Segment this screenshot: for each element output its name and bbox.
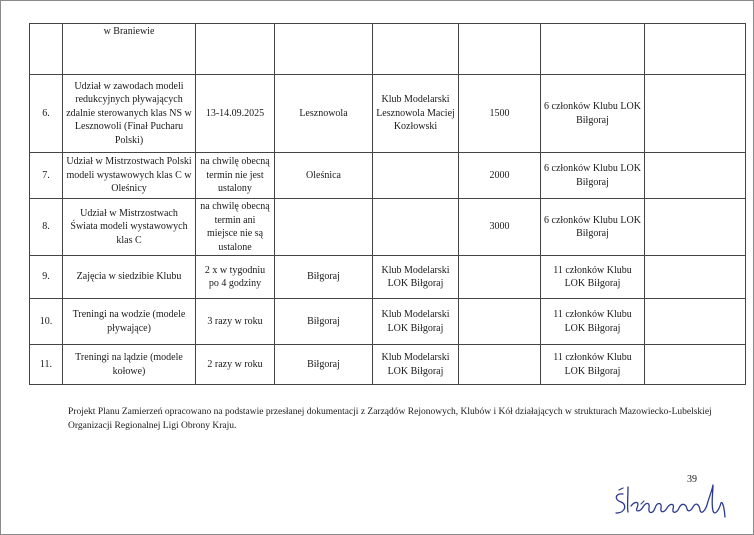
cell-place: Biłgoraj	[275, 345, 373, 385]
cell-date: 3 razy w roku	[196, 299, 275, 345]
cell-notes	[645, 153, 746, 199]
cell-amount: 1500	[459, 75, 541, 153]
cell-notes	[645, 199, 746, 256]
footnote: Projekt Planu Zamierzeń opracowano na podstawie przesłanej dokumentacji z Zarządów Rejonowych, Klubów i Kół działających w strukturach Mazowiecko-Lubelskiej Organizacji Regionalnej Ligi Obrony Kraju.	[68, 407, 712, 431]
cell-organizer: Klub Modelarski LOK Biłgoraj	[373, 299, 459, 345]
cell-place	[275, 199, 373, 256]
cell-amount	[459, 345, 541, 385]
cell-date	[196, 24, 275, 75]
cell-amount: 3000	[459, 199, 541, 256]
cell-organizer: Klub Modelarski LOK Biłgoraj	[373, 345, 459, 385]
cell-date: na chwilę obecną termin nie jest ustalony	[196, 153, 275, 199]
cell-event: Treningi na lądzie (modele kołowe)	[63, 345, 196, 385]
cell-participants: 11 członków Klubu LOK Biłgoraj	[541, 299, 645, 345]
cell-date: na chwilę obecną termin ani miejsce nie są ustalone	[196, 199, 275, 256]
cell-place: Lesznowola	[275, 75, 373, 153]
cell-date: 2 x w tygodniu po 4 godziny	[196, 256, 275, 299]
cell-organizer: Klub Modelarski LOK Biłgoraj	[373, 256, 459, 299]
table-row	[30, 75, 746, 153]
cell-organizer	[373, 24, 459, 75]
cell-event: Udział w Mistrzostwach Świata modeli wystawowych klas C	[63, 199, 196, 256]
table-row	[30, 299, 746, 345]
cell-place	[275, 24, 373, 75]
cell-participants: 6 członków Klubu LOK Biłgoraj	[541, 75, 645, 153]
table-row	[30, 199, 746, 256]
signature-icon	[609, 483, 733, 523]
cell-date: 13-14.09.2025	[196, 75, 275, 153]
table-row	[30, 256, 746, 299]
cell-participants: 11 członków Klubu LOK Biłgoraj	[541, 256, 645, 299]
cell-amount: 2000	[459, 153, 541, 199]
cell-date: 2 razy w roku	[196, 345, 275, 385]
cell-participants	[541, 24, 645, 75]
table-row	[30, 345, 746, 385]
cell-amount	[459, 256, 541, 299]
cell-no: 8.	[30, 199, 63, 256]
table-row	[30, 24, 746, 75]
cell-participants: 6 członków Klubu LOK Biłgoraj	[541, 199, 645, 256]
cell-amount	[459, 299, 541, 345]
cell-event: Treningi na wodzie (modele pływające)	[63, 299, 196, 345]
cell-event: Udział w Mistrzostwach Polski modeli wystawowych klas C w Oleśnicy	[63, 153, 196, 199]
cell-event: Udział w zawodach modeli redukcyjnych pływających zdalnie sterowanych klas NS w Lesznowoli (Finał Pucharu Polski)	[63, 75, 196, 153]
cell-no: 7.	[30, 153, 63, 199]
cell-no	[30, 24, 63, 75]
cell-place: Biłgoraj	[275, 256, 373, 299]
plan-table	[29, 23, 746, 385]
cell-notes	[645, 345, 746, 385]
cell-no: 6.	[30, 75, 63, 153]
cell-participants: 11 członków Klubu LOK Biłgoraj	[541, 345, 645, 385]
table-row	[30, 153, 746, 199]
cell-notes	[645, 256, 746, 299]
cell-no: 9.	[30, 256, 63, 299]
cell-notes	[645, 24, 746, 75]
cell-event: w Braniewie	[63, 24, 196, 75]
cell-no: 10.	[30, 299, 63, 345]
cell-notes	[645, 299, 746, 345]
cell-organizer: Klub Modelarski Lesznowola Maciej Kozłowski	[373, 75, 459, 153]
cell-place: Oleśnica	[275, 153, 373, 199]
cell-place: Biłgoraj	[275, 299, 373, 345]
cell-organizer	[373, 199, 459, 256]
cell-organizer	[373, 153, 459, 199]
cell-amount	[459, 24, 541, 75]
plan-table-body	[30, 24, 746, 385]
cell-no: 11.	[30, 345, 63, 385]
page-number: 39	[687, 474, 697, 485]
cell-notes	[645, 75, 746, 153]
cell-participants: 6 członków Klubu LOK Biłgoraj	[541, 153, 645, 199]
cell-event: Zajęcia w siedzibie Klubu	[63, 256, 196, 299]
